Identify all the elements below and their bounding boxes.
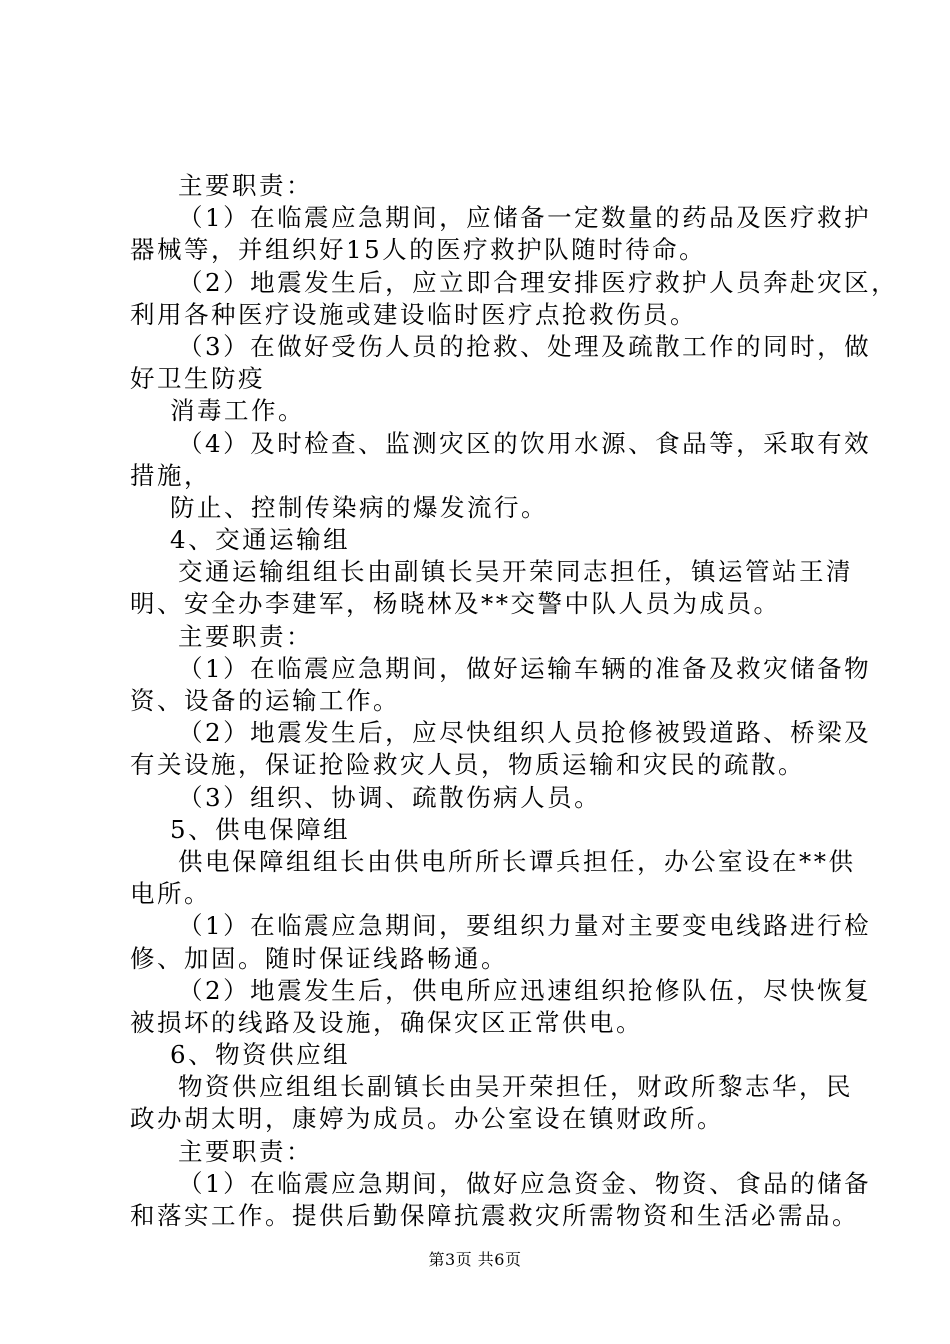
- text-line: 主要职责：: [178, 171, 313, 200]
- page-number-label: 第3页 共6页: [428, 1250, 522, 1269]
- section-heading: 6、物资供应组: [170, 1040, 351, 1070]
- text-line: 政办胡太明，康婷为成员。办公室设在镇财政所。: [130, 1104, 724, 1134]
- text-line: 和落实工作。提供后勤保障抗震救灾所需物资和生活必需品。: [130, 1201, 859, 1230]
- text-line: 被损坏的线路及设施，确保灾区正常供电。: [130, 1007, 643, 1037]
- text-line: （1）在临震应急期间，做好运输车辆的准备及救灾储备物: [178, 653, 872, 683]
- text-line: 主要职责：: [178, 621, 313, 651]
- text-line: 措施，: [130, 460, 211, 490]
- section-heading: 5、供电保障组: [170, 814, 351, 844]
- text-line: 明、安全办李建军，杨晓林及**交警中队人员为成员。: [130, 589, 781, 619]
- text-line: （3）在做好受伤人员的抢救、处理及疏散工作的同时，做: [178, 331, 872, 361]
- text-line: （2）地震发生后，应立即合理安排医疗救护人员奔赴灾区，: [178, 267, 899, 297]
- section-heading: 4、交通运输组: [170, 525, 351, 555]
- text-line: 利用各种医疗设施或建设临时医疗点抢救伤员。: [130, 299, 697, 329]
- text-line: （2）地震发生后，应尽快组织人员抢修被毁道路、桥梁及: [178, 718, 872, 748]
- text-line: 电所。: [130, 879, 211, 909]
- text-line: （1）在临震应急期间，要组织力量对主要变电线路进行检: [178, 911, 872, 941]
- text-line: 主要职责：: [178, 1136, 313, 1166]
- document-body: [130, 170, 899, 1232]
- text-line: 器械等，并组织好15人的医疗救护队随时待命。: [130, 235, 707, 265]
- text-line: （3）组织、协调、疏散伤病人员。: [178, 782, 602, 812]
- text-line: （1）在临震应急期间，做好应急资金、物资、食品的储备: [178, 1168, 872, 1198]
- text-line: 消毒工作。: [170, 396, 305, 426]
- text-line: 防止、控制传染病的爆发流行。: [170, 492, 548, 522]
- text-line: 资、设备的运输工作。: [130, 686, 400, 715]
- text-line: 供电保障组组长由供电所所长谭兵担任，办公室设在**供: [178, 846, 856, 876]
- text-line: 好卫生防疫: [130, 364, 265, 394]
- text-line: 修、加固。随时保证线路畅通。: [130, 943, 508, 973]
- text-line: 物资供应组组长副镇长由吴开荣担任，财政所黎志华，民: [178, 1072, 853, 1102]
- text-line: （2）地震发生后，供电所应迅速组织抢修队伍，尽快恢复: [178, 975, 872, 1005]
- text-line: 交通运输组组长由副镇长吴开荣同志担任，镇运管站王清: [178, 557, 853, 587]
- page-footer: [0, 1247, 950, 1270]
- text-line: 有关设施，保证抢险救灾人员，物质运输和灾民的疏散。: [130, 750, 805, 780]
- text-line: （4）及时检查、监测灾区的饮用水源、食品等，采取有效: [178, 428, 872, 458]
- text-line: （1）在临震应急期间，应储备一定数量的药品及医疗救护: [178, 203, 872, 233]
